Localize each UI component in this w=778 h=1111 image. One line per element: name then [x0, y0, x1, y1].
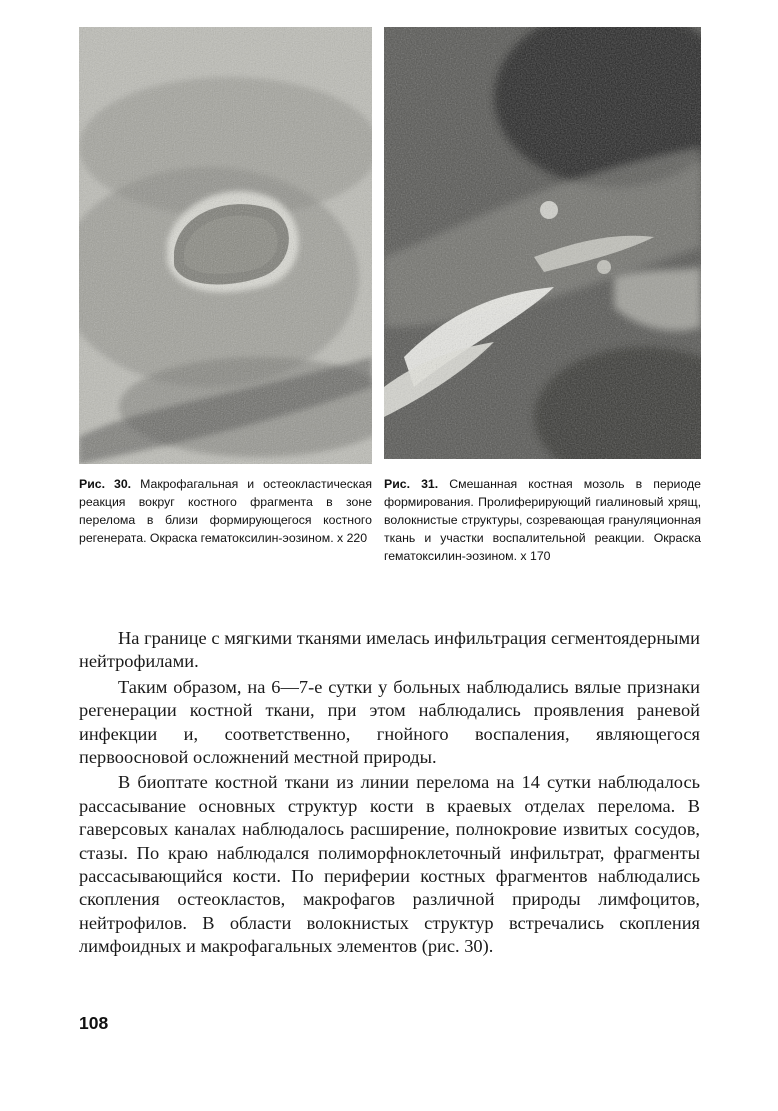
figure-31-micrograph — [384, 27, 701, 459]
figure-31-caption — [384, 475, 701, 565]
paragraph: На границе с мягкими тканями имелась инфильтрация сегментоядерными нейтрофилами. — [79, 628, 700, 672]
page-number: 108 — [79, 1013, 109, 1033]
figure-31-caption-text: Смешанная костная мозоль в периоде формирования. Пролиферирующий гиалиновый хрящ, волокнистые структуры, созревающая грануляционная ткань и участки воспалительной реакции. Окраска гематоксилин-эозином. х 170 — [384, 477, 701, 563]
figure-31-label: Рис. 31. — [384, 477, 439, 491]
figure-30-caption-text: Макрофагальная и остеокластическая реакция вокруг костного фрагмента в зоне перелома в близи формирующегося костного регенерата. Окраска гематоксилин-эозином. х 220 — [79, 477, 373, 545]
paragraph: Таким образом, на 6—7-е сутки у больных наблюдались вялые признаки регенерации костной ткани, при этом наблюдались проявления раневой инфекции и, соответственно, гнойного воспаления, являющегося первоосновой осложнений местной природы. — [79, 676, 700, 768]
figure-31-micrograph-art — [384, 27, 701, 459]
body-text — [79, 627, 700, 961]
paragraph: В биоптате костной ткани из линии перелома на 14 сутки наблюдалось рассасывание основных структур кости в краевых отделах перелома. В гаверсовых каналах наблюдалось расширение, полнокровие извитых сосудов, стазы. По краю наблюдался полиморфноклеточный инфильтрат, фрагменты рассасывающийся кости. По периферии костных фрагментов наблюдались скопления остеокластов, макрофагов различной природы лимфоцитов, нейтрофилов. В области волокнистых структур встречались скопления лимфоидных и макрофагальных элементов (рис. 30). — [79, 772, 700, 957]
figure-30-caption — [79, 475, 372, 547]
figure-30-micrograph — [79, 27, 372, 464]
figure-30-label: Рис. 30. — [79, 477, 132, 491]
figure-30-micrograph-art — [79, 27, 372, 464]
